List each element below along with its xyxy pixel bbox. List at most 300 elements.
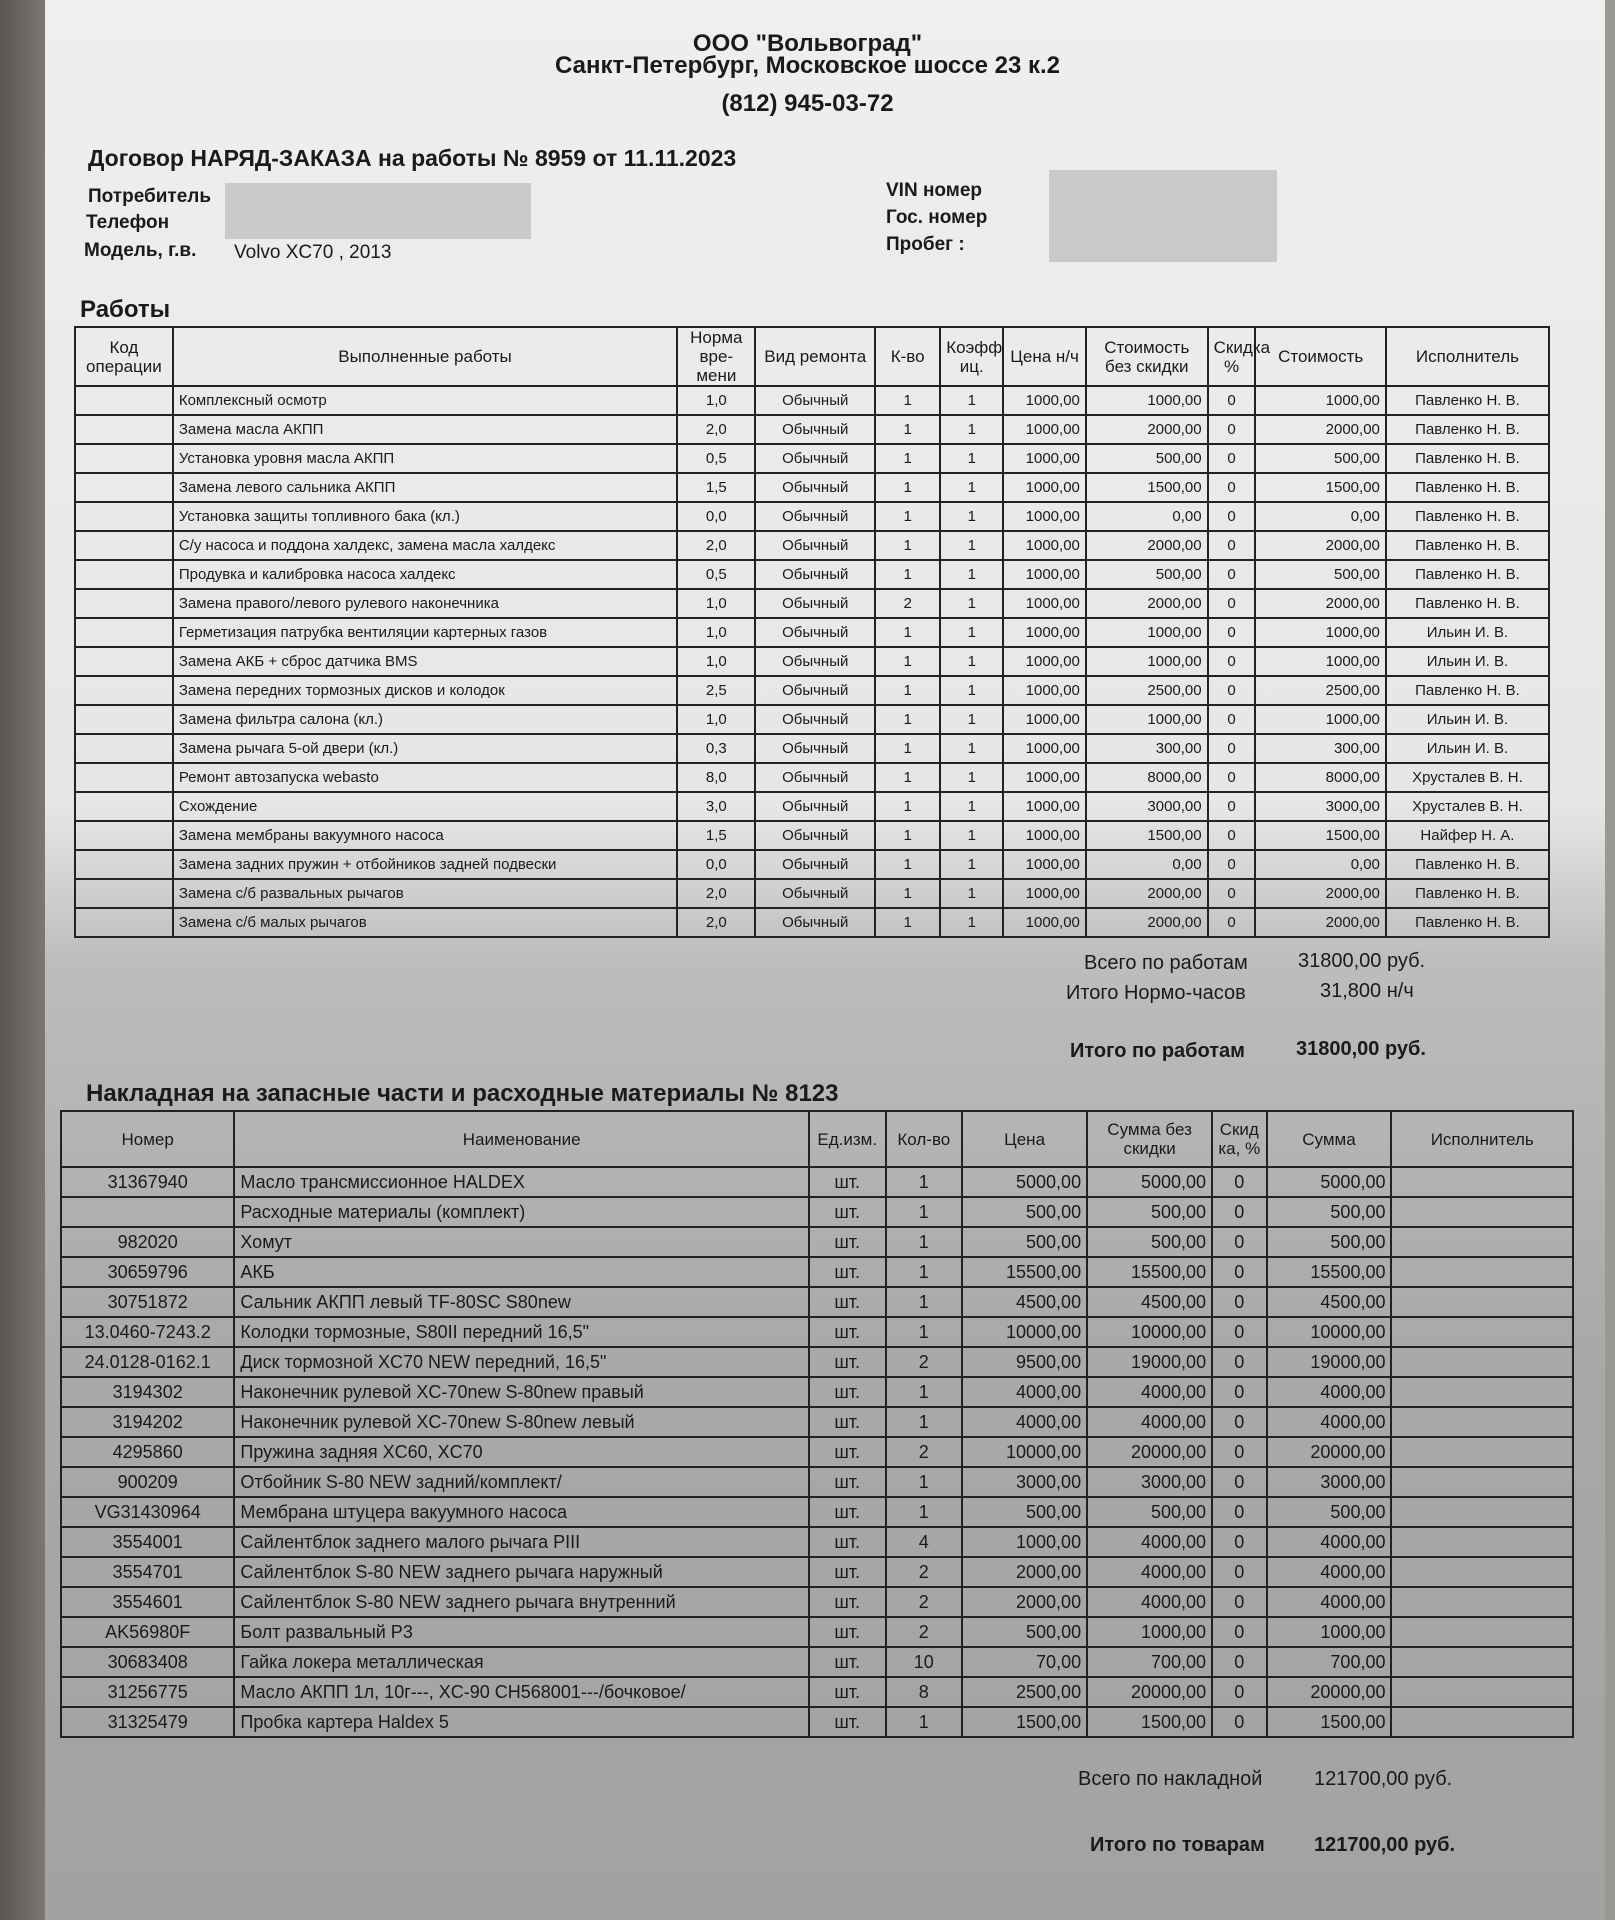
parts-cell-executor (1391, 1497, 1573, 1527)
works-cell-executor: Павленко Н. В. (1386, 850, 1549, 879)
works-cell-repair-type: Обычный (755, 879, 875, 908)
vin-label: VIN номер (886, 180, 983, 201)
works-cell-cost-no-discount: 8000,00 (1086, 763, 1208, 792)
table-row (75, 502, 1549, 531)
works-cell-repair-type: Обычный (755, 734, 875, 763)
works-cell-cost: 1000,00 (1255, 705, 1385, 734)
parts-cell-unit: шт. (809, 1617, 886, 1647)
works-cell-repair-type: Обычный (755, 502, 875, 531)
parts-cell-sum: 4000,00 (1267, 1377, 1392, 1407)
parts-cell-unit: шт. (809, 1497, 886, 1527)
works-cell-repair-type: Обычный (755, 386, 875, 415)
parts-cell-qty: 1 (886, 1287, 963, 1317)
parts-cell-number: 31256775 (61, 1677, 234, 1707)
parts-cell-qty: 1 (886, 1317, 963, 1347)
parts-cell-executor (1391, 1407, 1573, 1437)
works-cell-code (75, 734, 173, 763)
works-cell-norm: 2,0 (677, 908, 755, 937)
parts-cell-name: Масло трансмиссионное HALDEX (234, 1167, 809, 1197)
works-cell-price-per-hour: 1000,00 (1003, 473, 1086, 502)
works-cell-qty: 1 (875, 473, 940, 502)
parts-cell-executor (1391, 1167, 1573, 1197)
works-cell-cost: 3000,00 (1255, 792, 1385, 821)
works-cell-price-per-hour: 1000,00 (1003, 763, 1086, 792)
parts-cell-qty: 1 (886, 1167, 963, 1197)
works-cell-qty: 1 (875, 705, 940, 734)
works-cell-discount: 0 (1208, 821, 1256, 850)
works-cell-qty: 1 (875, 647, 940, 676)
works-cell-price-per-hour: 1000,00 (1003, 908, 1086, 937)
parts-cell-sum: 10000,00 (1267, 1317, 1392, 1347)
works-cell-coef: 1 (940, 386, 1003, 415)
works-cell-repair-type: Обычный (755, 589, 875, 618)
table-row (61, 1227, 1573, 1257)
parts-cell-executor (1391, 1557, 1573, 1587)
works-cell-cost: 2000,00 (1255, 879, 1385, 908)
parts-cell-executor (1391, 1587, 1573, 1617)
works-cell-work: Замена с/б малых рычагов (173, 908, 677, 937)
works-cell-cost: 8000,00 (1255, 763, 1385, 792)
table-row (75, 821, 1549, 850)
works-cell-cost-no-discount: 0,00 (1086, 850, 1208, 879)
parts-cell-price: 500,00 (962, 1617, 1087, 1647)
works-section-title: Работы (80, 296, 171, 323)
works-cell-norm: 8,0 (677, 763, 755, 792)
table-row (75, 560, 1549, 589)
table-row (75, 908, 1549, 937)
works-cell-code (75, 589, 173, 618)
parts-cell-price: 500,00 (962, 1497, 1087, 1527)
table-row (75, 850, 1549, 879)
parts-cell-qty: 2 (886, 1557, 963, 1587)
works-cell-code (75, 821, 173, 850)
works-cell-cost: 1000,00 (1255, 618, 1385, 647)
parts-cell-discount: 0 (1212, 1557, 1266, 1587)
works-cell-norm: 0,0 (677, 850, 755, 879)
parts-cell-name: Сайлентблок S-80 NEW заднего рычага внутренний (234, 1587, 809, 1617)
parts-cell-qty: 1 (886, 1497, 963, 1527)
works-cell-repair-type: Обычный (755, 821, 875, 850)
works-cell-qty: 1 (875, 763, 940, 792)
works-cell-coef: 1 (940, 618, 1003, 647)
parts-cell-qty: 1 (886, 1377, 963, 1407)
works-cell-discount: 0 (1208, 618, 1256, 647)
parts-cell-sum-no-discount: 15500,00 (1087, 1257, 1212, 1287)
works-cell-price-per-hour: 1000,00 (1003, 386, 1086, 415)
parts-cell-discount: 0 (1212, 1347, 1266, 1377)
parts-cell-unit: шт. (809, 1587, 886, 1617)
works-cell-code (75, 676, 173, 705)
works-cell-norm: 1,0 (677, 647, 755, 676)
parts-cell-executor (1391, 1527, 1573, 1557)
works-cell-discount: 0 (1208, 444, 1256, 473)
table-row (75, 676, 1549, 705)
parts-cell-price: 10000,00 (962, 1317, 1087, 1347)
works-cell-discount: 0 (1208, 473, 1256, 502)
table-row (61, 1707, 1573, 1737)
works-cell-repair-type: Обычный (755, 676, 875, 705)
parts-cell-sum: 500,00 (1267, 1227, 1392, 1257)
works-cell-executor: Павленко Н. В. (1386, 473, 1549, 502)
works-cell-price-per-hour: 1000,00 (1003, 647, 1086, 676)
parts-cell-qty: 2 (886, 1347, 963, 1377)
works-cell-code (75, 792, 173, 821)
parts-cell-unit: шт. (809, 1527, 886, 1557)
table-row (61, 1467, 1573, 1497)
parts-cell-unit: шт. (809, 1167, 886, 1197)
works-cell-norm: 0,5 (677, 444, 755, 473)
table-row (61, 1617, 1573, 1647)
works-cell-norm: 1,5 (677, 821, 755, 850)
parts-cell-sum: 4000,00 (1267, 1587, 1392, 1617)
parts-cell-sum-no-discount: 1000,00 (1087, 1617, 1212, 1647)
parts-cell-discount: 0 (1212, 1197, 1266, 1227)
works-cell-executor: Павленко Н. В. (1386, 560, 1549, 589)
parts-cell-executor (1391, 1377, 1573, 1407)
works-cell-work: Замена с/б развальных рычагов (173, 879, 677, 908)
parts-cell-sum: 700,00 (1267, 1647, 1392, 1677)
works-cell-coef: 1 (940, 879, 1003, 908)
works-cell-code (75, 618, 173, 647)
works-cell-work: Замена левого сальника АКПП (173, 473, 677, 502)
parts-cell-sum-no-discount: 3000,00 (1087, 1467, 1212, 1497)
works-cell-discount: 0 (1208, 415, 1256, 444)
works-hours-value: 31,800 н/ч (1320, 980, 1414, 1002)
works-cell-discount: 0 (1208, 734, 1256, 763)
works-cell-executor: Павленко Н. В. (1386, 415, 1549, 444)
parts-cell-name: Сайлентблок заднего малого рычага PIII (234, 1527, 809, 1557)
works-total-label: Всего по работам (1084, 952, 1248, 974)
table-row (75, 618, 1549, 647)
parts-cell-number: 3194202 (61, 1407, 234, 1437)
parts-cell-discount: 0 (1212, 1587, 1266, 1617)
contract-title (88, 145, 736, 172)
parts-header-sum-no-discount: Сумма без скидки (1087, 1111, 1212, 1167)
works-cell-price-per-hour: 1000,00 (1003, 444, 1086, 473)
works-cell-qty: 1 (875, 444, 940, 473)
works-cell-qty: 1 (875, 676, 940, 705)
works-cell-price-per-hour: 1000,00 (1003, 618, 1086, 647)
parts-header-price: Цена (962, 1111, 1087, 1167)
parts-cell-name: Наконечник рулевой XC-70new S-80new правый (234, 1377, 809, 1407)
parts-cell-name: Пружина задняя XC60, XC70 (234, 1437, 809, 1467)
parts-cell-sum-no-discount: 4000,00 (1087, 1557, 1212, 1587)
company-phone: (812) 945-03-72 (721, 90, 894, 117)
works-cell-coef: 1 (940, 676, 1003, 705)
parts-cell-number: 24.0128-0162.1 (61, 1347, 234, 1377)
parts-cell-sum-no-discount: 500,00 (1087, 1197, 1212, 1227)
works-cell-cost-no-discount: 2000,00 (1086, 879, 1208, 908)
parts-cell-name: Масло АКПП 1л, 10г---, XC-90 CH568001---/бочковое/ (234, 1677, 809, 1707)
works-cell-cost: 1000,00 (1255, 647, 1385, 676)
works-cell-repair-type: Обычный (755, 560, 875, 589)
works-cell-discount: 0 (1208, 531, 1256, 560)
works-cell-coef: 1 (940, 531, 1003, 560)
works-header-qty: К-во (875, 327, 940, 386)
works-cell-executor: Павленко Н. В. (1386, 386, 1549, 415)
parts-table (60, 1110, 1574, 1738)
parts-cell-unit: шт. (809, 1377, 886, 1407)
table-row (61, 1557, 1573, 1587)
works-cell-norm: 0,3 (677, 734, 755, 763)
works-cell-discount: 0 (1208, 589, 1256, 618)
works-cell-discount: 0 (1208, 676, 1256, 705)
parts-cell-sum: 19000,00 (1267, 1347, 1392, 1377)
works-cell-cost: 2000,00 (1255, 415, 1385, 444)
parts-cell-number: 3194302 (61, 1377, 234, 1407)
parts-cell-sum-no-discount: 4000,00 (1087, 1407, 1212, 1437)
works-grand-label: Итого по работам (1070, 1040, 1245, 1062)
parts-cell-sum-no-discount: 4000,00 (1087, 1377, 1212, 1407)
works-cell-executor: Ильин И. В. (1386, 618, 1549, 647)
works-cell-repair-type: Обычный (755, 908, 875, 937)
works-cell-cost-no-discount: 1000,00 (1086, 618, 1208, 647)
redacted-vehicle-block (1049, 170, 1277, 262)
works-cell-discount: 0 (1208, 792, 1256, 821)
parts-cell-name: Гайка локера металлическая (234, 1647, 809, 1677)
table-row (61, 1257, 1573, 1287)
parts-cell-unit: шт. (809, 1647, 886, 1677)
consumer-label: Потребитель (88, 186, 212, 207)
parts-cell-sum: 20000,00 (1267, 1677, 1392, 1707)
parts-cell-number: 13.0460-7243.2 (61, 1317, 234, 1347)
works-header-executor: Исполнитель (1386, 327, 1549, 386)
parts-cell-discount: 0 (1212, 1377, 1266, 1407)
works-cell-coef: 1 (940, 705, 1003, 734)
parts-cell-name: Расходные материалы (комплект) (234, 1197, 809, 1227)
parts-cell-unit: шт. (809, 1197, 886, 1227)
works-cell-work: Герметизация патрубка вентиляции картерных газов (173, 618, 677, 647)
works-cell-coef: 1 (940, 647, 1003, 676)
parts-cell-sum-no-discount: 1500,00 (1087, 1707, 1212, 1737)
works-cell-price-per-hour: 1000,00 (1003, 415, 1086, 444)
parts-cell-discount: 0 (1212, 1647, 1266, 1677)
parts-header-discount: Скид ка, % (1212, 1111, 1266, 1167)
parts-cell-number: 30751872 (61, 1287, 234, 1317)
model-value: Volvo XC70 , 2013 (234, 242, 392, 263)
works-cell-coef: 1 (940, 763, 1003, 792)
works-cell-discount: 0 (1208, 647, 1256, 676)
works-cell-executor: Хрусталев В. Н. (1386, 792, 1549, 821)
works-cell-cost-no-discount: 1000,00 (1086, 386, 1208, 415)
contract-title-text: Договор НАРЯД-ЗАКАЗА на работы № (88, 145, 529, 171)
works-cell-coef: 1 (940, 415, 1003, 444)
parts-cell-price: 2500,00 (962, 1677, 1087, 1707)
works-cell-executor: Павленко Н. В. (1386, 879, 1549, 908)
plate-label: Гос. номер (886, 207, 988, 228)
company-name: ООО "Вольвоград" (692, 30, 923, 57)
works-cell-cost-no-discount: 3000,00 (1086, 792, 1208, 821)
works-cell-coef: 1 (940, 821, 1003, 850)
parts-number: 8123 (785, 1080, 839, 1107)
parts-cell-name: Пробка картера Haldex 5 (234, 1707, 809, 1737)
table-row (61, 1197, 1573, 1227)
parts-cell-number: 31367940 (61, 1167, 234, 1197)
table-row (75, 879, 1549, 908)
parts-cell-number: 4295860 (61, 1437, 234, 1467)
works-cell-price-per-hour: 1000,00 (1003, 879, 1086, 908)
parts-cell-qty: 1 (886, 1197, 963, 1227)
works-cell-work: Замена фильтра салона (кл.) (173, 705, 677, 734)
table-row (61, 1587, 1573, 1617)
parts-total-label: Всего по накладной (1078, 1768, 1263, 1790)
works-cell-work: Продувка и калибровка насоса халдекс (173, 560, 677, 589)
works-cell-executor: Павленко Н. В. (1386, 676, 1549, 705)
table-row (75, 531, 1549, 560)
parts-cell-number: 3554601 (61, 1587, 234, 1617)
works-cell-work: Установка защиты топливного бака (кл.) (173, 502, 677, 531)
parts-cell-unit: шт. (809, 1287, 886, 1317)
parts-cell-price: 3000,00 (962, 1467, 1087, 1497)
works-header-price-per-hour: Цена н/ч (1003, 327, 1086, 386)
works-cell-qty: 1 (875, 734, 940, 763)
works-cell-cost: 1500,00 (1255, 821, 1385, 850)
works-cell-cost: 2000,00 (1255, 531, 1385, 560)
works-cell-work: Замена мембраны вакуумного насоса (173, 821, 677, 850)
works-cell-qty: 1 (875, 531, 940, 560)
parts-cell-price: 4500,00 (962, 1287, 1087, 1317)
table-row (75, 444, 1549, 473)
parts-cell-qty: 4 (886, 1527, 963, 1557)
parts-cell-discount: 0 (1212, 1617, 1266, 1647)
model-label: Модель, г.в. (84, 240, 197, 261)
parts-cell-number: AK56980F (61, 1617, 234, 1647)
works-cell-price-per-hour: 1000,00 (1003, 531, 1086, 560)
works-cell-qty: 1 (875, 560, 940, 589)
works-cell-qty: 1 (875, 386, 940, 415)
parts-cell-qty: 1 (886, 1407, 963, 1437)
works-cell-discount: 0 (1208, 705, 1256, 734)
parts-cell-unit: шт. (809, 1317, 886, 1347)
parts-cell-price: 4000,00 (962, 1377, 1087, 1407)
contract-number: 8959 (534, 145, 587, 171)
parts-cell-sum: 4000,00 (1267, 1557, 1392, 1587)
works-cell-cost-no-discount: 0,00 (1086, 502, 1208, 531)
parts-cell-number: 3554701 (61, 1557, 234, 1587)
parts-cell-number: 900209 (61, 1467, 234, 1497)
works-cell-repair-type: Обычный (755, 647, 875, 676)
parts-header-unit: Ед.изм. (809, 1111, 886, 1167)
parts-cell-discount: 0 (1212, 1317, 1266, 1347)
works-cell-qty: 1 (875, 502, 940, 531)
works-cell-cost-no-discount: 2000,00 (1086, 908, 1208, 937)
parts-cell-discount: 0 (1212, 1707, 1266, 1737)
parts-cell-executor (1391, 1317, 1573, 1347)
parts-cell-discount: 0 (1212, 1227, 1266, 1257)
parts-cell-sum: 4000,00 (1267, 1527, 1392, 1557)
works-cell-cost-no-discount: 1000,00 (1086, 705, 1208, 734)
table-row (61, 1437, 1573, 1467)
parts-cell-discount: 0 (1212, 1287, 1266, 1317)
parts-cell-sum-no-discount: 500,00 (1087, 1497, 1212, 1527)
works-cell-repair-type: Обычный (755, 473, 875, 502)
parts-cell-name: Мембрана штуцера вакуумного насоса (234, 1497, 809, 1527)
works-cell-cost: 2500,00 (1255, 676, 1385, 705)
works-cell-qty: 1 (875, 908, 940, 937)
works-cell-repair-type: Обычный (755, 763, 875, 792)
phone-label: Телефон (86, 212, 170, 233)
parts-cell-sum-no-discount: 20000,00 (1087, 1677, 1212, 1707)
works-header-coef: Коэфф иц. (940, 327, 1003, 386)
works-header-cost-no-discount: Стоимость без скидки (1086, 327, 1208, 386)
works-cell-code (75, 705, 173, 734)
works-cell-price-per-hour: 1000,00 (1003, 676, 1086, 705)
works-cell-executor: Павленко Н. В. (1386, 502, 1549, 531)
parts-cell-qty: 8 (886, 1677, 963, 1707)
parts-cell-name: Наконечник рулевой XC-70new S-80new левый (234, 1407, 809, 1437)
works-cell-discount: 0 (1208, 908, 1256, 937)
parts-cell-number (61, 1197, 234, 1227)
works-cell-norm: 1,0 (677, 705, 755, 734)
works-cell-coef: 1 (940, 502, 1003, 531)
table-row (75, 792, 1549, 821)
works-cell-norm: 2,5 (677, 676, 755, 705)
works-cell-repair-type: Обычный (755, 415, 875, 444)
parts-cell-sum: 500,00 (1267, 1497, 1392, 1527)
parts-cell-discount: 0 (1212, 1407, 1266, 1437)
works-cell-discount: 0 (1208, 502, 1256, 531)
works-cell-qty: 1 (875, 792, 940, 821)
works-cell-discount: 0 (1208, 850, 1256, 879)
parts-cell-name: Диск тормозной XC70 NEW передний, 16,5" (234, 1347, 809, 1377)
works-cell-executor: Павленко Н. В. (1386, 444, 1549, 473)
redacted-customer-block (225, 183, 531, 239)
contract-date-prefix: от (592, 145, 618, 171)
mileage-label: Пробег : (886, 234, 965, 255)
parts-header-qty: Кол-во (886, 1111, 963, 1167)
table-row (61, 1167, 1573, 1197)
works-cell-norm: 0,5 (677, 560, 755, 589)
works-header-work: Выполненные работы (173, 327, 677, 386)
works-cell-qty: 1 (875, 618, 940, 647)
parts-cell-sum: 5000,00 (1267, 1167, 1392, 1197)
parts-cell-discount: 0 (1212, 1677, 1266, 1707)
table-row (75, 386, 1549, 415)
parts-cell-sum-no-discount: 700,00 (1087, 1647, 1212, 1677)
parts-cell-price: 500,00 (962, 1227, 1087, 1257)
works-cell-work: Замена масла АКПП (173, 415, 677, 444)
works-cell-cost-no-discount: 2000,00 (1086, 415, 1208, 444)
parts-cell-sum-no-discount: 4000,00 (1087, 1527, 1212, 1557)
parts-cell-executor (1391, 1437, 1573, 1467)
parts-cell-unit: шт. (809, 1407, 886, 1437)
parts-cell-name: Хомут (234, 1227, 809, 1257)
works-cell-qty: 1 (875, 879, 940, 908)
parts-title-text: Накладная на запасные части и расходные материалы № (86, 1080, 779, 1107)
parts-cell-price: 2000,00 (962, 1557, 1087, 1587)
works-cell-repair-type: Обычный (755, 705, 875, 734)
parts-cell-executor (1391, 1287, 1573, 1317)
works-cell-discount: 0 (1208, 879, 1256, 908)
parts-cell-price: 70,00 (962, 1647, 1087, 1677)
works-cell-cost: 300,00 (1255, 734, 1385, 763)
works-cell-coef: 1 (940, 734, 1003, 763)
works-cell-qty: 1 (875, 415, 940, 444)
works-cell-norm: 1,0 (677, 386, 755, 415)
parts-cell-name: Сайлентблок S-80 NEW заднего рычага наружный (234, 1557, 809, 1587)
works-cell-cost: 0,00 (1255, 502, 1385, 531)
parts-cell-number: 982020 (61, 1227, 234, 1257)
works-cell-cost-no-discount: 2000,00 (1086, 589, 1208, 618)
table-row (75, 734, 1549, 763)
works-cell-code (75, 415, 173, 444)
table-row (75, 415, 1549, 444)
parts-cell-discount: 0 (1212, 1497, 1266, 1527)
parts-cell-qty: 1 (886, 1467, 963, 1497)
works-cell-price-per-hour: 1000,00 (1003, 705, 1086, 734)
parts-cell-price: 500,00 (962, 1197, 1087, 1227)
works-header-cost: Стоимость (1255, 327, 1385, 386)
